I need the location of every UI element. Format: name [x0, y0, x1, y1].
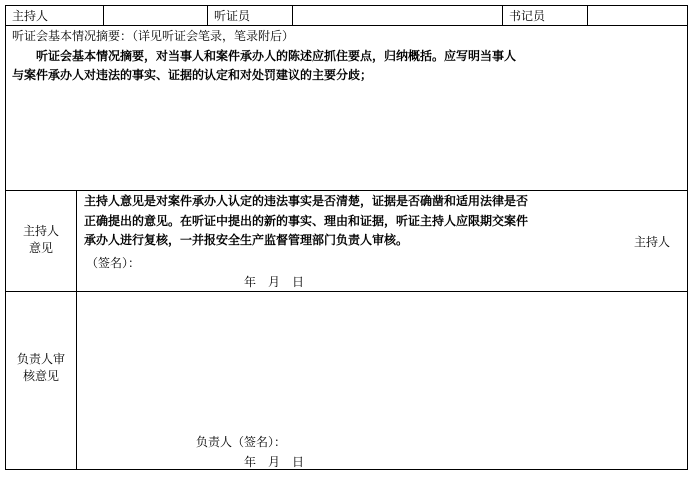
host-opinion-line: 主持人意见是对案件承办人认定的违法事实是否清楚，证据是否确凿和适用法律是否 [84, 194, 529, 208]
supervisor-review-label [6, 351, 76, 385]
host-date-field[interactable]: 年 月 日 [244, 275, 305, 289]
header-divider [292, 6, 293, 25]
host-label: 主持人 [12, 9, 49, 23]
supervisor-review-label-line: 负责人审 [16, 352, 65, 366]
summary-body-line: 听证会基本情况摘要，对当事人和案件承办人的陈述应抓住要点，归纳概括。应写明当事人 [36, 49, 517, 63]
hearing-report-form [5, 5, 688, 470]
supervisor-review-label-line: 核意见 [22, 369, 59, 383]
host-opinion-line: 正确提出的意见。在听证中提出的新的事实、理由和证据，听证主持人应限期交案件 [84, 213, 529, 228]
recorder-label: 书记员 [509, 9, 546, 23]
row-divider [6, 25, 687, 26]
supervisor-date-field[interactable]: 年 月 日 [244, 455, 305, 469]
header-divider [587, 6, 588, 25]
supervisor-signature-field[interactable]: 负责人（签名）： [196, 435, 287, 449]
summary-body-line: 与案件承办人对违法的事实、证据的认定和对处罚建议的主要分歧； [12, 68, 373, 82]
host-opinion-label-line: 意见 [28, 241, 53, 255]
header-divider [103, 6, 104, 25]
row-divider [6, 190, 687, 191]
label-column-divider [76, 190, 77, 470]
row-divider [6, 291, 687, 292]
header-divider [207, 6, 208, 25]
host-opinion-label-line: 主持人 [22, 224, 59, 238]
host-signer-label: 主持人 [634, 235, 671, 249]
host-signature-field[interactable]: （签名）： [86, 256, 141, 270]
header-divider [502, 6, 503, 25]
host-opinion-text [84, 192, 684, 251]
summary-body [12, 47, 684, 85]
host-opinion-label [6, 223, 76, 257]
summary-heading: 听证会基本情况摘要：（详见听证会笔录，笔录附后） [12, 29, 295, 43]
hearing-officer-label: 听证员 [214, 9, 251, 23]
host-opinion-line: 承办人进行复核，一并报安全生产监督管理部门负责人审核。 [84, 233, 409, 247]
